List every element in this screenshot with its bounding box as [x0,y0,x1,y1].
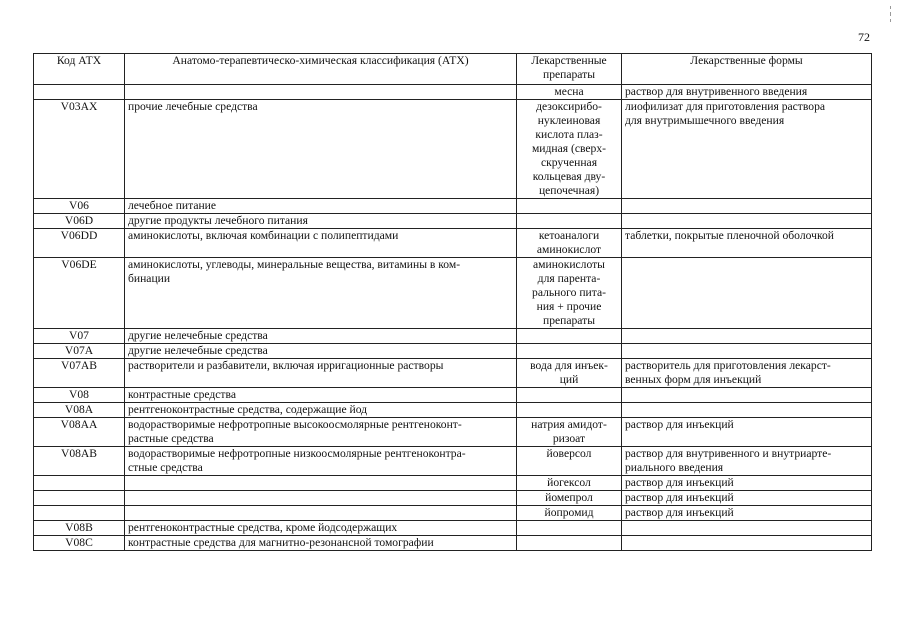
row-classification-cell [125,476,517,491]
row-drug-cell [517,199,622,214]
row-drug-cell: натрия амидот- ризоат [517,418,622,447]
row-form-cell: раствор для инъекций [622,418,872,447]
row-form-cell [622,521,872,536]
row-classification-cell: водорастворимые нефротропные высокоосмолярные рентгеноконт- растные средства [125,418,517,447]
header-forms: Лекарственные формы [622,54,872,85]
row-form-cell [622,388,872,403]
row-drug-cell [517,329,622,344]
row-classification-cell: аминокислоты, включая комбинации с полипептидами [125,229,517,258]
row-form-cell [622,536,872,551]
row-classification-cell: рентгеноконтрастные средства, кроме йодсодержащих [125,521,517,536]
row-drug-cell [517,388,622,403]
row-drug-cell: аминокислоты для парента- рального пита- ния + прочие препараты [517,258,622,329]
row-form-cell: таблетки, покрытые пленочной оболочкой [622,229,872,258]
row-drug-cell: йогексол [517,476,622,491]
row-classification-cell: другие продукты лечебного питания [125,214,517,229]
row-classification-cell: контрастные средства для магнитно-резонансной томографии [125,536,517,551]
row-code-cell: V06DE [34,258,125,329]
row-form-cell [622,344,872,359]
row-form-cell [622,199,872,214]
table-row [34,403,872,418]
row-code-cell: V07 [34,329,125,344]
row-classification-cell: контрастные средства [125,388,517,403]
table-row [34,214,872,229]
table-row [34,100,872,199]
row-form-cell: раствор для внутривенного и внутриарте- риального введения [622,447,872,476]
row-classification-cell [125,506,517,521]
atx-classification-table [33,53,872,551]
row-drug-cell: кетоаналоги аминокислот [517,229,622,258]
row-code-cell: V07A [34,344,125,359]
table-row [34,418,872,447]
table-row [34,199,872,214]
row-form-cell: раствор для инъекций [622,476,872,491]
header-drugs: Лекарственные препараты [517,54,622,85]
row-form-cell [622,214,872,229]
row-classification-cell: лечебное питание [125,199,517,214]
row-drug-cell: вода для инъек- ций [517,359,622,388]
row-code-cell: V06D [34,214,125,229]
row-classification-cell: растворители и разбавители, включая ирригационные растворы [125,359,517,388]
row-code-cell: V08 [34,388,125,403]
row-classification-cell: водорастворимые нефротропные низкоосмолярные рентгеноконтра- стные средства [125,447,517,476]
table-row [34,536,872,551]
row-form-cell [622,258,872,329]
row-form-cell: раствор для инъекций [622,491,872,506]
row-code-cell: V07AB [34,359,125,388]
row-form-cell [622,329,872,344]
row-code-cell: V06DD [34,229,125,258]
row-drug-cell [517,536,622,551]
row-code-cell: V03AX [34,100,125,199]
table-row [34,521,872,536]
row-drug-cell: йоверсол [517,447,622,476]
row-classification-cell [125,491,517,506]
row-form-cell: раствор для внутривенного введения [622,85,872,100]
row-form-cell [622,403,872,418]
header-code: Код АТХ [34,54,125,85]
row-code-cell: V06 [34,199,125,214]
row-drug-cell [517,521,622,536]
row-classification-cell: другие нелечебные средства [125,329,517,344]
row-code-cell: V08C [34,536,125,551]
table-row [34,229,872,258]
row-form-cell: лиофилизат для приготовления раствора для внутримышечного введения [622,100,872,199]
scan-margin-mark [888,6,894,28]
table-row [34,344,872,359]
table-row [34,359,872,388]
table-row [34,491,872,506]
table-row [34,388,872,403]
row-classification-cell: аминокислоты, углеводы, минеральные вещества, витамины в ком- бинации [125,258,517,329]
row-code-cell [34,491,125,506]
table-row [34,506,872,521]
table-row [34,447,872,476]
row-drug-cell [517,214,622,229]
table-row [34,329,872,344]
header-classification: Анатомо-терапевтическо-химическая классификация (АТХ) [125,54,517,85]
table-row [34,258,872,329]
row-classification-cell: прочие лечебные средства [125,100,517,199]
row-code-cell: V08B [34,521,125,536]
table-row [34,476,872,491]
row-code-cell: V08AA [34,418,125,447]
row-classification-cell: другие нелечебные средства [125,344,517,359]
table-row [34,85,872,100]
row-drug-cell: дезоксирибо- нуклеиновая кислота плаз- мидная (сверх- скрученная кольцевая дву- цепочечная) [517,100,622,199]
row-form-cell: раствор для инъекций [622,506,872,521]
row-drug-cell [517,344,622,359]
table-header-row [34,54,872,85]
row-drug-cell: йопромид [517,506,622,521]
row-drug-cell: йомепрол [517,491,622,506]
row-classification-cell [125,85,517,100]
row-code-cell [34,476,125,491]
row-classification-cell: рентгеноконтрастные средства, содержащие йод [125,403,517,418]
page-number: 72 [858,30,870,44]
row-form-cell: растворитель для приготовления лекарст- венных форм для инъекций [622,359,872,388]
row-code-cell [34,85,125,100]
row-code-cell: V08A [34,403,125,418]
row-drug-cell [517,403,622,418]
row-code-cell: V08AB [34,447,125,476]
row-code-cell [34,506,125,521]
row-drug-cell: месна [517,85,622,100]
